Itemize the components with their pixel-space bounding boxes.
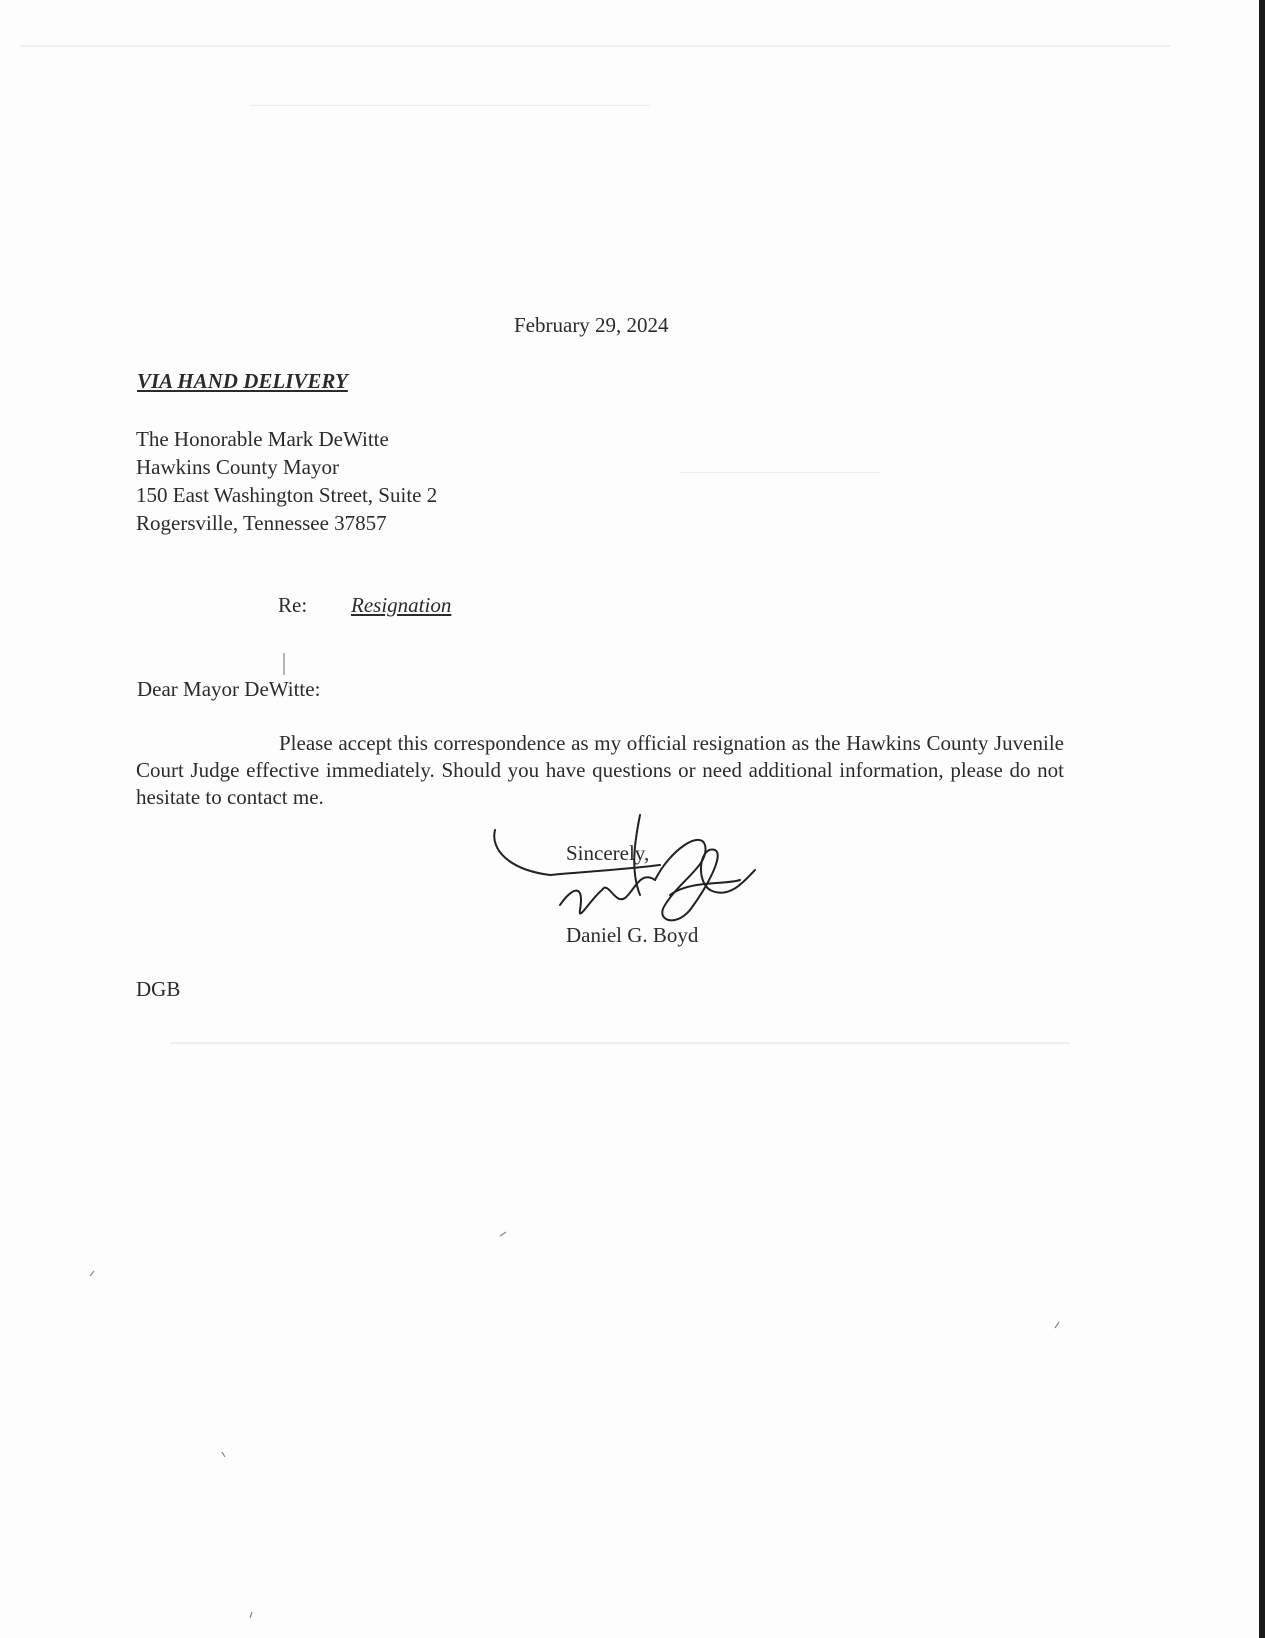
delivery-method: VIA HAND DELIVERY (137, 369, 348, 393)
re-label: Re: (278, 593, 308, 617)
recipient-street: 150 East Washington Street, Suite 2 (136, 483, 438, 507)
letter-body: Please accept this correspondence as my official resignation as the Hawkins County Juvenile Court Judge effective immediately. Should you have questions or need additional information, please do not hesitate to contact me. (136, 731, 1064, 809)
recipient-title: Hawkins County Mayor (136, 455, 339, 479)
recipient-name: The Honorable Mark DeWitte (136, 427, 389, 451)
letter-date: February 29, 2024 (514, 313, 669, 337)
typist-initials: DGB (136, 977, 181, 1001)
salutation: Dear Mayor DeWitte: (137, 677, 321, 701)
signer-name: Daniel G. Boyd (566, 923, 699, 947)
closing: Sincerely, (566, 841, 650, 865)
re-subject: Resignation (351, 593, 452, 617)
scan-edge (1259, 0, 1265, 1638)
recipient-address (136, 425, 437, 537)
recipient-city: Rogersville, Tennessee 37857 (136, 511, 387, 535)
